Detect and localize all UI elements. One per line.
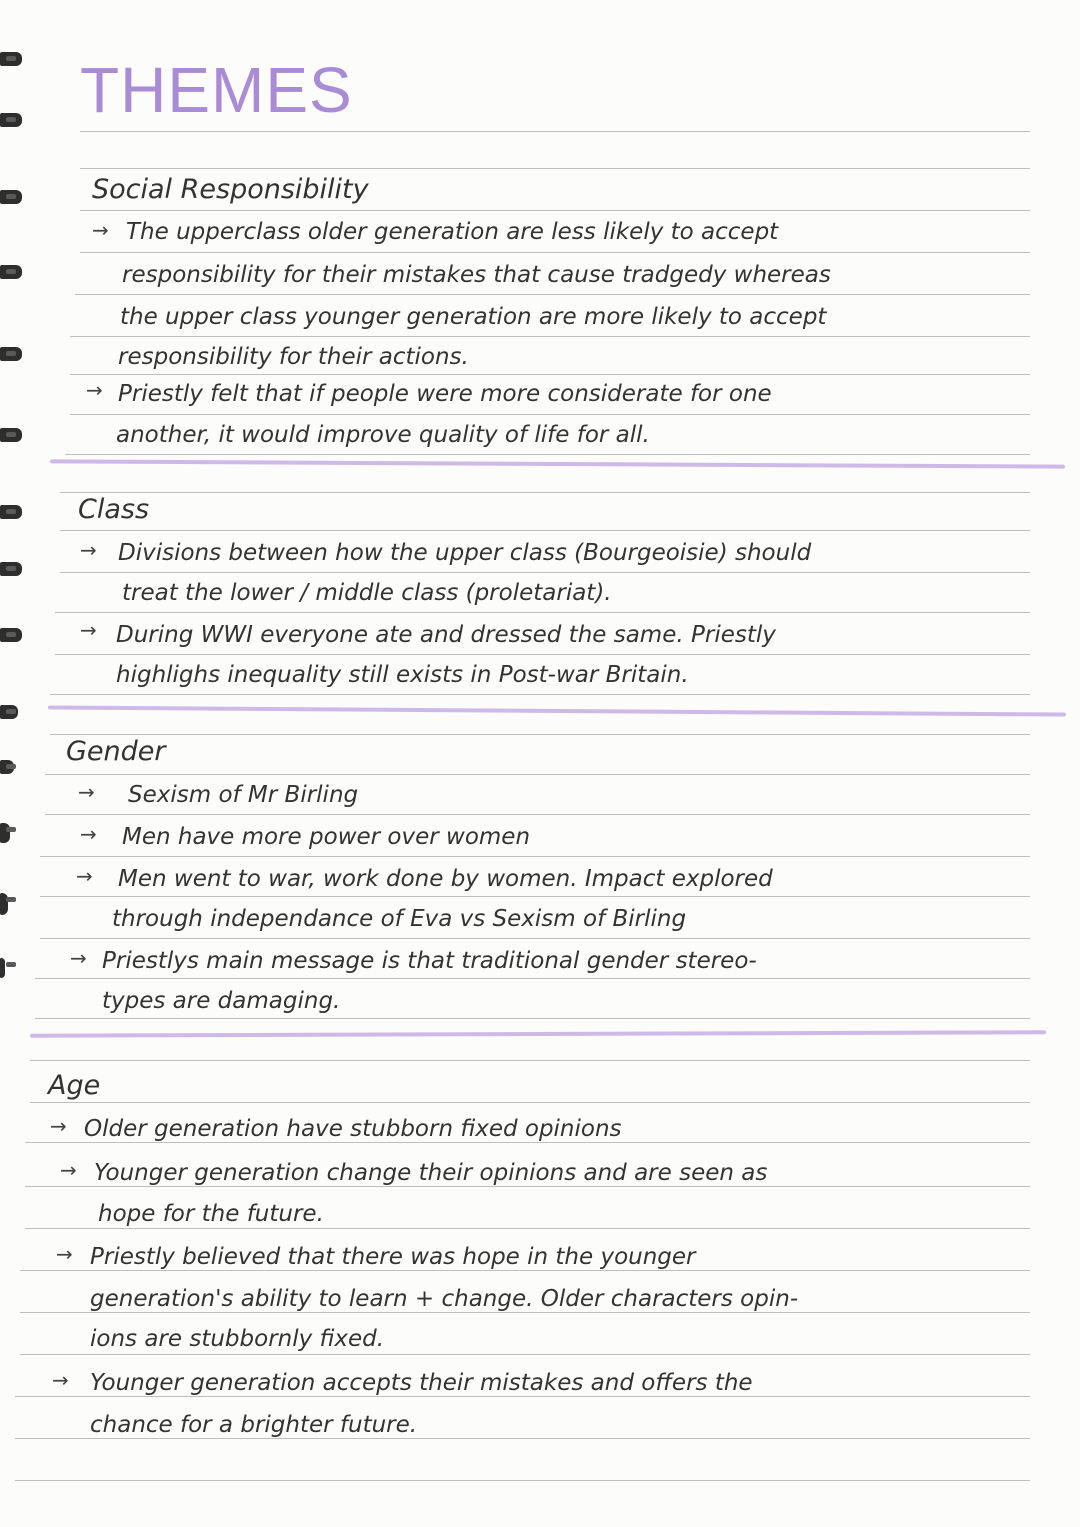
note-line: The upperclass older generation are less likely to accept [126, 219, 779, 245]
binder-ring [0, 705, 18, 719]
arrow-icon: → [78, 780, 95, 804]
binder-ring [0, 893, 8, 915]
note-line: responsibility for their mistakes that cause tradgedy whereas [122, 262, 831, 288]
binder-ring [0, 760, 14, 774]
section-divider [48, 705, 1066, 716]
note-line: Men went to war, work done by women. Impact explored [118, 866, 773, 892]
binder-ring [0, 265, 22, 279]
page-title: THEMES [80, 54, 353, 126]
binder-ring [0, 562, 22, 576]
arrow-icon: → [56, 1242, 73, 1266]
arrow-icon: → [80, 618, 97, 642]
binder-ring [0, 823, 10, 843]
section-divider [30, 1030, 1046, 1038]
arrow-icon: → [86, 378, 103, 402]
note-line: responsibility for their actions. [118, 344, 469, 370]
note-line: Priestly believed that there was hope in the younger [90, 1244, 696, 1270]
section-heading-class: Class [78, 494, 150, 525]
binder-ring [0, 505, 22, 519]
section-heading-social-responsibility: Social Responsibility [92, 174, 369, 205]
arrow-icon: → [52, 1368, 69, 1392]
note-line: During WWI everyone ate and dressed the same. Priestly [116, 622, 776, 648]
arrow-icon: → [80, 538, 97, 562]
note-line: Sexism of Mr Birling [128, 782, 359, 808]
arrow-icon: → [92, 218, 109, 242]
binder-ring [0, 52, 22, 66]
binder-ring [0, 113, 22, 127]
binder-ring [0, 190, 22, 204]
note-line: Younger generation accepts their mistakes and offers the [90, 1370, 753, 1396]
section-divider [50, 459, 1065, 468]
note-line: Divisions between how the upper class (Bourgeoisie) should [118, 540, 812, 566]
note-line: Priestly felt that if people were more considerate for one [118, 381, 772, 407]
note-line: another, it would improve quality of life for all. [116, 422, 650, 448]
note-line: Priestlys main message is that traditional gender stereo- [102, 948, 757, 974]
arrow-icon: → [80, 822, 97, 846]
binder-ring [0, 428, 22, 442]
note-line: the upper class younger generation are more likely to accept [120, 304, 827, 330]
section-heading-gender: Gender [66, 736, 166, 767]
arrow-icon: → [60, 1158, 77, 1182]
note-line: ions are stubbornly fixed. [90, 1326, 385, 1352]
section-heading-age: Age [48, 1070, 101, 1101]
note-line: Men have more power over women [122, 824, 531, 850]
binder-ring [0, 628, 22, 642]
note-line: hope for the future. [98, 1201, 324, 1227]
arrow-icon: → [50, 1114, 67, 1138]
binder-ring [0, 958, 5, 978]
arrow-icon: → [76, 864, 93, 888]
note-line: treat the lower / middle class (proletariat). [122, 580, 612, 606]
note-line: through independance of Eva vs Sexism of Birling [112, 906, 687, 932]
note-line: chance for a brighter future. [90, 1412, 418, 1438]
note-line: Younger generation change their opinions and are seen as [94, 1160, 768, 1186]
note-line: types are damaging. [102, 988, 341, 1014]
note-line: Older generation have stubborn fixed opinions [84, 1116, 622, 1142]
binder-ring [0, 347, 22, 361]
note-line: generation's ability to learn + change. Older characters opin- [90, 1286, 799, 1312]
arrow-icon: → [70, 946, 87, 970]
note-line: highlighs inequality still exists in Post-war Britain. [116, 662, 689, 688]
